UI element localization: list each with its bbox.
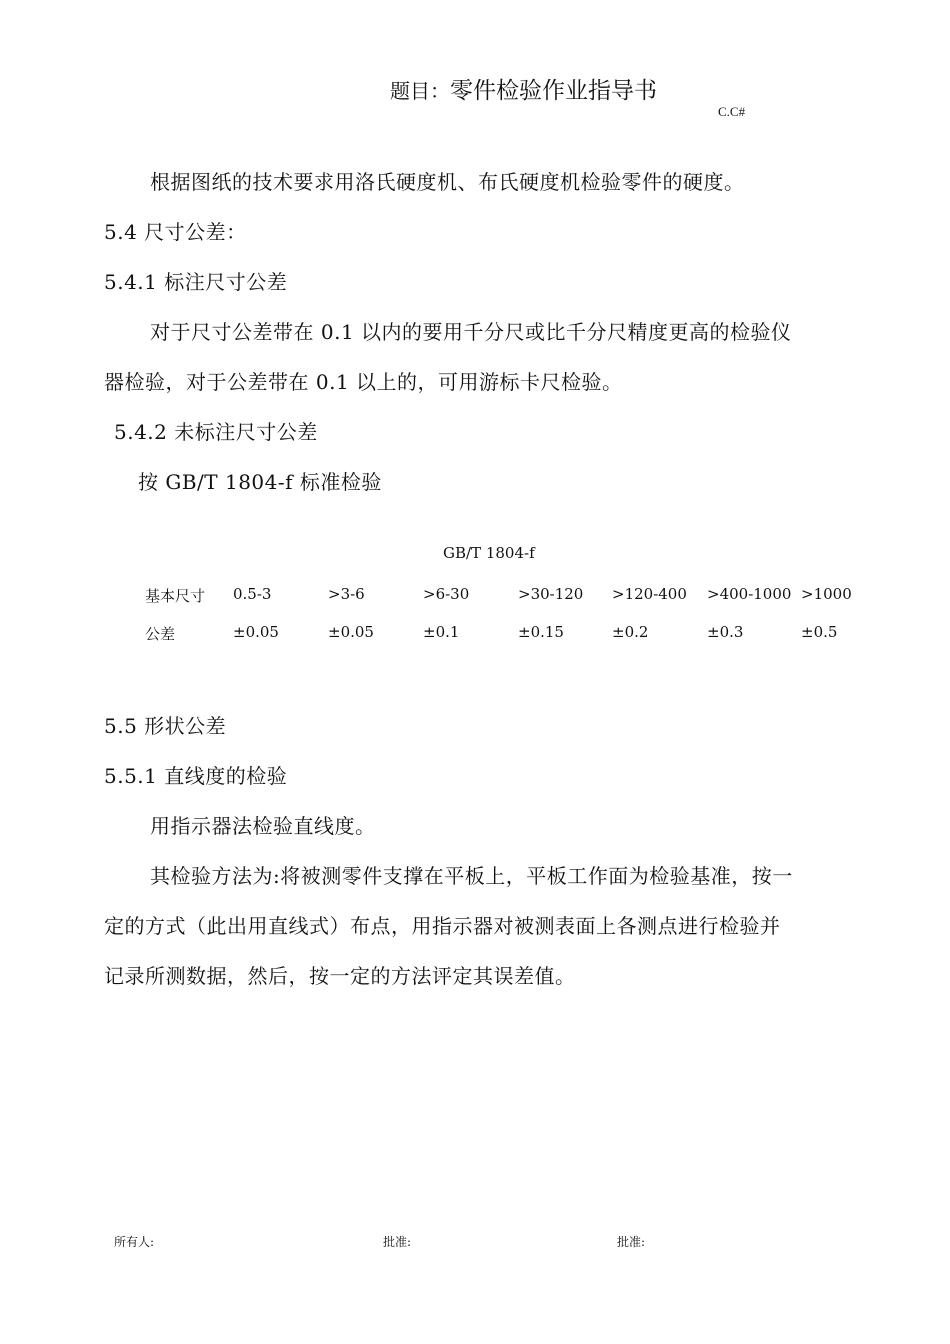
paragraph-tolerance-line1: 对于尺寸公差带在 0.1 以内的要用千分尺或比千分尺精度更高的检验仪 [150, 320, 792, 344]
table-cell: >6-30 [423, 585, 470, 603]
table-cell: ±0.05 [328, 623, 374, 641]
table-cell: ±0.15 [518, 623, 564, 641]
paragraph-method-line2: 定的方式（此出用直线式）布点，用指示器对被测表面上各测点进行检验并 [104, 914, 781, 938]
table-cell: 0.5-3 [233, 585, 272, 603]
table-cell: >400-1000 [707, 585, 792, 603]
heading-5-5-1: 5.5.1 直线度的检验 [104, 764, 288, 788]
row-label-tolerance: 公差 [145, 625, 176, 643]
table-caption: GB/T 1804-f [443, 544, 535, 562]
title-text: 零件检验作业指导书 [450, 78, 657, 104]
footer-approve-2: 批准: [617, 1235, 646, 1249]
table-cell: ±0.3 [707, 623, 744, 641]
table-cell: ±0.1 [423, 623, 460, 641]
paragraph-hardness: 根据图纸的技术要求用洛氏硬度机、布氏硬度机检验零件的硬度。 [150, 170, 745, 194]
table-cell: >3-6 [328, 585, 365, 603]
heading-5-4: 5.4 尺寸公差： [104, 220, 247, 244]
heading-5-4-1: 5.4.1 标注尺寸公差 [104, 270, 288, 294]
table-cell: >30-120 [518, 585, 584, 603]
paragraph-standard: 按 GB/T 1804-f 标准检验 [138, 470, 382, 494]
footer-owner: 所有人: [114, 1235, 155, 1249]
table-cell: ±0.5 [801, 623, 838, 641]
table-cell: ±0.05 [233, 623, 279, 641]
paragraph-method-line1: 其检验方法为:将被测零件支撑在平板上，平板工作面为检验基准，按一 [150, 864, 793, 888]
paragraph-method-line3: 记录所测数据，然后，按一定的方法评定其误差值。 [104, 964, 576, 988]
row-label-basic-size: 基本尺寸 [145, 587, 206, 605]
heading-5-5: 5.5 形状公差 [104, 714, 227, 738]
table-cell: >120-400 [612, 585, 687, 603]
title-prefix: 题目： [390, 79, 450, 103]
document-title [390, 72, 657, 105]
table-cell: ±0.2 [612, 623, 649, 641]
table-cell: >1000 [801, 585, 852, 603]
footer-approve-1: 批准: [383, 1235, 412, 1249]
document-code: C.C# [718, 104, 746, 119]
paragraph-tolerance-line2: 器检验，对于公差带在 0.1 以上的，可用游标卡尺检验。 [104, 370, 623, 394]
heading-5-4-2: 5.4.2 未标注尺寸公差 [114, 420, 318, 444]
paragraph-indicator-method: 用指示器法检验直线度。 [150, 814, 376, 838]
